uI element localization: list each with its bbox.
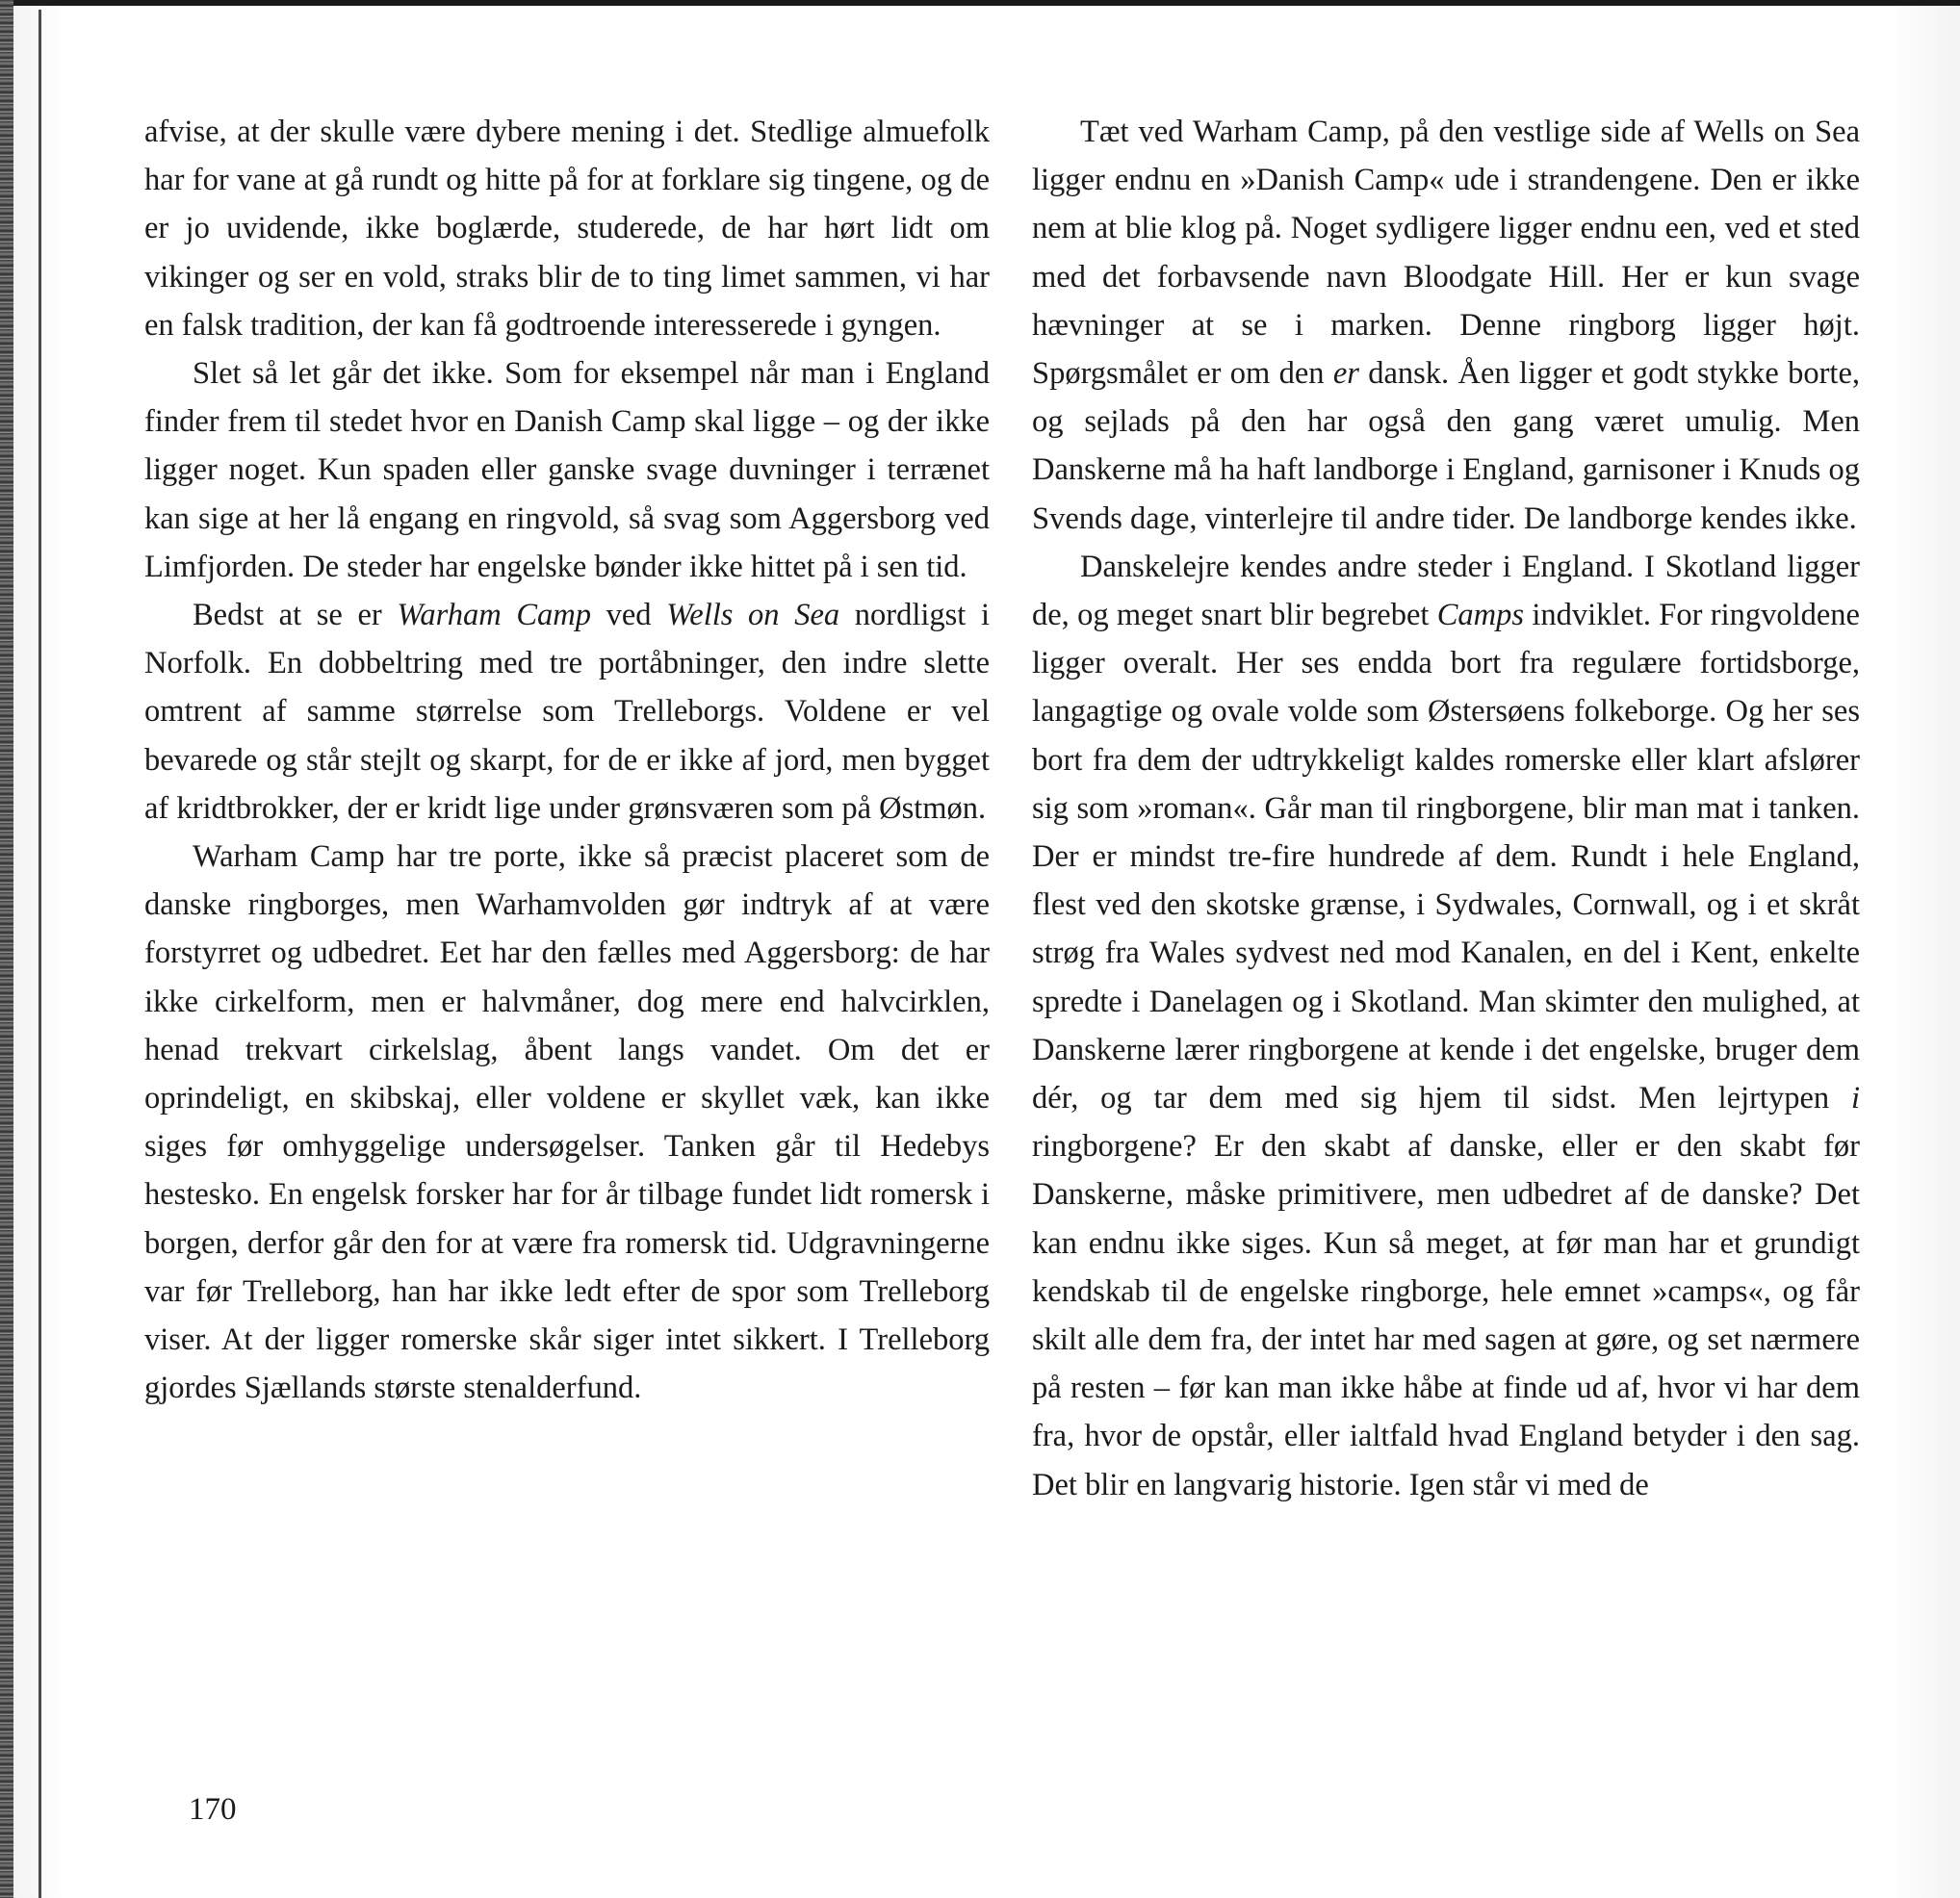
place-name-italic: Wells on Sea — [666, 598, 840, 633]
text-run: indviklet. For ringvoldene ligger overalt. Her ses endda bort fra regulære fortidsborge, langagtige og ovale volde som Østersøens folkeborge. Og her ses bort fra dem der udtrykkeligt kaldes romerske eller klart afslører sig som »roman«. Går man til ringborgene, blir man mat i tanken. Der er mindst tre-fire hundrede af dem. Rundt i hele England, flest ved den skotske grænse, i Sydwales, Cornwall, og i et skråt strøg fra Wales sydvest ned mod Kanalen, en del i Kent, enkelte spredte i Danelagen og i Skotland. Man skimter den mulighed, at Danskerne lærer ringborgene at kende i det engelske, bruger dem dér, og tar dem med sig hjem til sidst. Men lejrtypen — [1032, 598, 1860, 1116]
place-name-italic: Warham Camp — [397, 598, 591, 633]
text-run: dansk. Åen ligger et godt stykke borte, og sejlads på den har også den gang været umulig. Men Danskerne må ha haft landborge i England, garnisoner i Knuds og Svends dage, vinterlejre til andre tider. De landborge kendes ikke. — [1032, 356, 1860, 536]
gutter-line — [39, 10, 41, 1898]
left-paragraph-1: afvise, at der skulle være dybere mening i det. Stedlige almuefolk har for vane at gå rundt og hitte på for at forklare sig tingene, og de er jo uvidende, ikke boglærde, studerede, de har hørt lidt om vikinger og ser en vold, straks blir de to ting limet sammen, vi har en falsk tradition, der kan få godtroende interesserede i gyngen. — [144, 115, 990, 343]
text-run: Tæt ved Warham Camp, på den vestlige side af Wells on Sea ligger endnu en »Danish Camp« ude i strandengene. Den er ikke nem at blie klog på. Noget sydligere ligger endnu een, ved et sted med det forbavsende navn Bloodgate Hill. Her er kun svage hævninger at se i marken. Denne ringborg ligger højt. Spørgsmålet er om den — [1032, 115, 1860, 392]
emphasis-italic: Camps — [1436, 598, 1525, 633]
right-paragraph-2 — [1032, 543, 1860, 1509]
left-paragraph-4: Warham Camp har tre porte, ikke så præcist placeret som de danske ringborges, men Warhamvolden gør indtryk af at være forstyrret og udbedret. Eet har den fælles med Aggersborg: de har ikke cirkelform, men er halvmåner, dog mere end halvcirklen, henad trekvart cirkelslag, åbent langs vandet. Om det er oprindeligt, en skibskaj, eller voldene er skyllet væk, kan ikke siges før omhyggelige undersøgelser. Tanken går til Hedebys hestesko. En engelsk forsker har for år tilbage fundet lidt romersk i borgen, derfor går den for at være fra romersk tid. Udgravningerne var før Trelleborg, han har ikke ledt efter de spor som Trelleborg viser. At der ligger romerske skår siger intet sikkert. I Trelleborg gjordes Sjællands største stenalderfund. — [144, 839, 990, 1406]
left-paragraph-3 — [144, 591, 990, 833]
page-top-edge — [0, 0, 1960, 6]
right-paragraph-1 — [1032, 108, 1860, 543]
page-number: 170 — [189, 1792, 237, 1827]
text-run: ringborgene? Er den skabt af danske, eller er den skabt før Danskerne, måske primitivere, men udbedret af de danske? Det kan endnu ikke siges. Kun så meget, at før man har et grundigt kendskab til de engelske ringborge, hele emnet »camps«, og får skilt alle dem fra, der intet har med sagen at gøre, og set nærmere på resten – før kan man ikke håbe at finde ud af, hvor vi har dem fra, hvor de opstår, eller ialtfald hvad England betyder i den sag. Det blir en langvarig historie. Igen står vi med de — [1032, 1129, 1860, 1502]
right-text-column — [1032, 108, 1860, 1509]
emphasis-italic: er — [1332, 356, 1359, 392]
text-run: ved — [591, 598, 667, 633]
left-text-column — [144, 108, 990, 1412]
left-paragraph-2: Slet så let går det ikke. Som for eksempel når man i England finder frem til stedet hvor en Danish Camp skal ligge – og der ikke ligger noget. Kun spaden eller ganske svage duvninger i terrænet kan sige at her lå engang en ringvold, så svag som Aggersborg ved Limfjorden. De steder har engelske bønder ikke hittet på i sen tid. — [144, 356, 990, 584]
book-spine-edge — [0, 0, 13, 1898]
emphasis-italic: i — [1850, 1081, 1860, 1116]
text-run: nordligst i Norfolk. En dobbeltring med tre portåbninger, den indre slette omtrent af samme størrelse som Trelleborgs. Voldene er vel bevarede og står stejlt og skarpt, for de er ikke af jord, men bygget af kridtbrokker, der er kridt lige under grønsværen som på Østmøn. — [144, 598, 990, 826]
text-run: Danskelejre kendes andre steder i England. I Skotland ligger de, og meget snart blir begrebet — [1032, 549, 1860, 633]
text-run: Bedst at se er — [193, 598, 398, 633]
